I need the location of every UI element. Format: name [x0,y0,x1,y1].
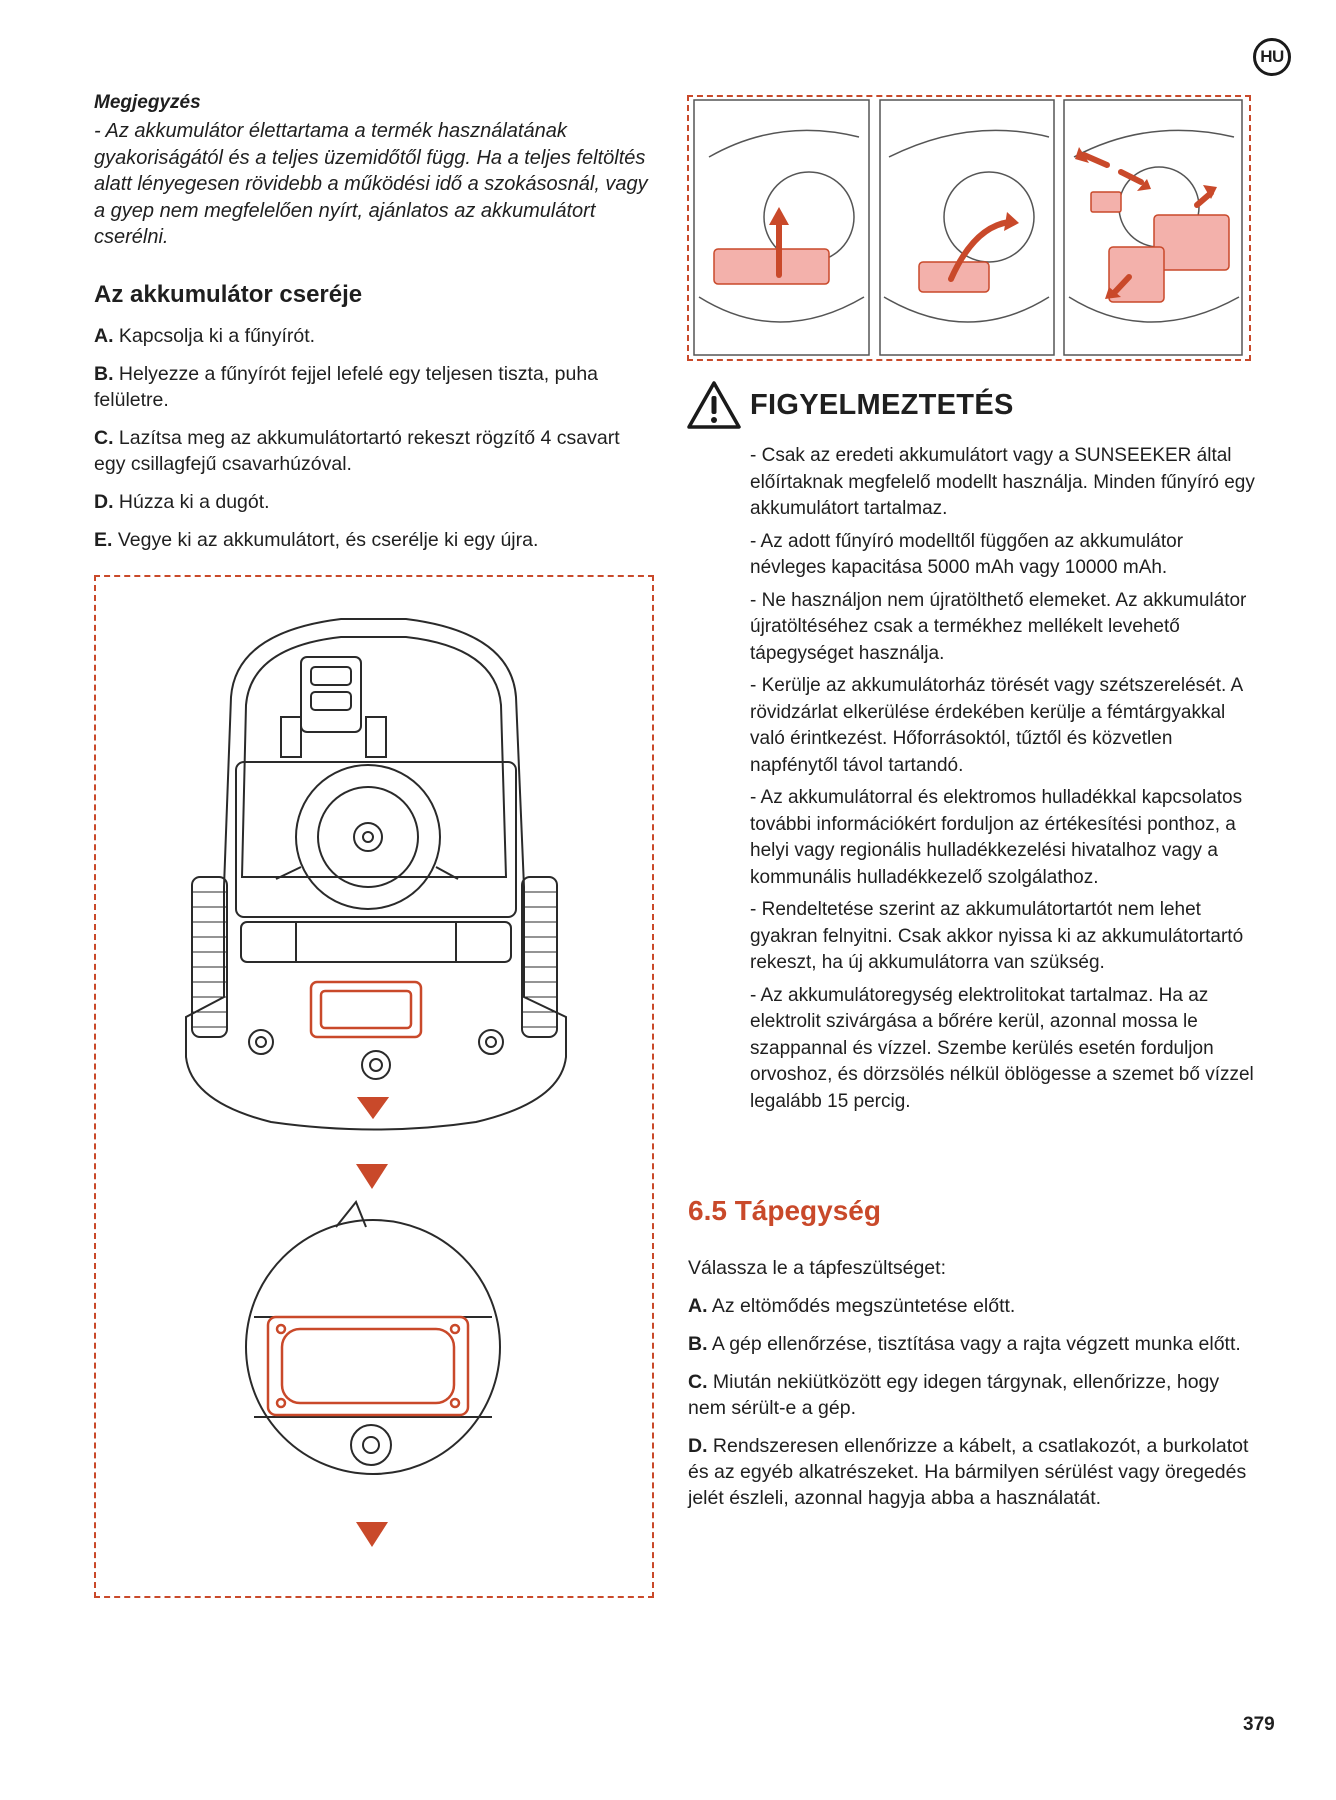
battery-step: E. Vegye ki az akkumulátort, és cserélje ki egy újra. [94,528,539,551]
warning-item: - Az adott fűnyíró modelltől függően az akkumulátor névleges kapacitása 5000 mAh vagy 10000 mAh. [750,530,1184,578]
power-step: D. Rendszeresen ellenőrizze a kábelt, a csatlakozót, a burkolatot és az egyéb alkatrészeket. Ha bármilyen sérülést vagy öregedés jelét észleli, azonnal hagyja abba a használatát. [688,1435,1249,1509]
power-step: A. Az eltömődés megszüntetése előtt. [688,1295,1016,1317]
battery-step: D. Húzza ki a dugót. [94,490,270,513]
page-number: 379 [1243,1714,1275,1735]
note-title: Megjegyzés [94,92,201,113]
battery-removal-sequence-figure [687,95,1251,361]
battery-step: C. Lazítsa meg az akkumulátortartó rekeszt rögzítő 4 csavart egy csillagfejű csavarhúzóval. [94,426,620,475]
left-column [94,92,654,565]
battery-step: B. Helyezze a fűnyírót fejjel lefelé egy teljesen tiszta, puha felületre. [94,362,599,411]
section-title: 6.5 Tápegység [688,1195,881,1226]
arrow-down-icon [356,1522,388,1547]
warning-item: - Ne használjon nem újratölthető elemeket. Az akkumulátor újratöltéséhez csak a termékhez mellékelt levehető tápegységet használja. [750,589,1247,664]
battery-removal-sequence-illustration [689,97,1249,359]
battery-heading: Az akkumulátor cseréje [94,280,363,308]
warning-item: - Rendeltetése szerint az akkumulátortartót nem lehet gyakran felnyitni. Csak akkor nyissa ki az akkumulátortartó rekeszt, ha új akkumulátorra van szükség. [750,899,1244,973]
power-step: B. A gép ellenőrzése, tisztítása vagy a rajta végzett munka előtt. [688,1333,1241,1355]
mower-underside-figure [94,575,654,1598]
battery-step: A. Kapcsolja ki a fűnyírót. [94,324,316,347]
power-section [688,1195,1258,1523]
section-intro: Válassza le a tápfeszültséget: [688,1257,946,1279]
warning-list [750,443,1260,1121]
power-step: C. Miután nekiütközött egy idegen tárgynak, ellenőrizze, hogy nem sérült-e a gép. [688,1371,1220,1419]
warning-item: - Az akkumulátoregység elektrolitokat tartalmaz. Ha az elektrolit szivárgása a bőrére kerül, azonnal mossa le szappannal és vízzel. Szembe kerülés esetén forduljon orvoshoz, és dörzsölés nélkül öblögesse a szemet bő vízzel legalább 15 percig. [750,984,1254,1112]
warning-item: - Csak az eredeti akkumulátort vagy a SUNSEEKER által előírtaknak megfelelő modellt használja. Minden fűnyíró egy akkumulátort tartalmaz. [750,445,1255,519]
warning-item: - Kerülje az akkumulátorház törését vagy szétszerelését. A rövidzárlat elkerülése érdekében kerülje a fémtárgyakkal való érintkezést. Hőforrásoktól, tűztől és közvetlen napfénytől távol tartandó. [750,675,1243,776]
warning-header [686,380,1014,430]
warning-item: - Az akkumulátorral és elektromos hulladékkal kapcsolatos további információkért forduljon az értékesítési ponthoz, a helyi vagy regionális hulladékkezelési hivatalhoz vagy a kommunális hulladékkezelő szolgálathoz. [750,787,1243,888]
battery-detail-illustration [96,577,652,1596]
warning-triangle-icon [686,380,742,430]
warning-title: FIGYELMEZTETÉS [750,388,1014,421]
note-body: - Az akkumulátor élettartama a termék használatának gyakoriságától és a teljes üzemidőtől függ. Ha a teljes feltöltés alatt lényegesen rövidebb a működési idő a szokásosnál, vagy a gyep nem megfelelően nyírt, ajánlatos az akkumulátort cserélni. [94,120,648,248]
language-badge: HU [1253,38,1291,76]
